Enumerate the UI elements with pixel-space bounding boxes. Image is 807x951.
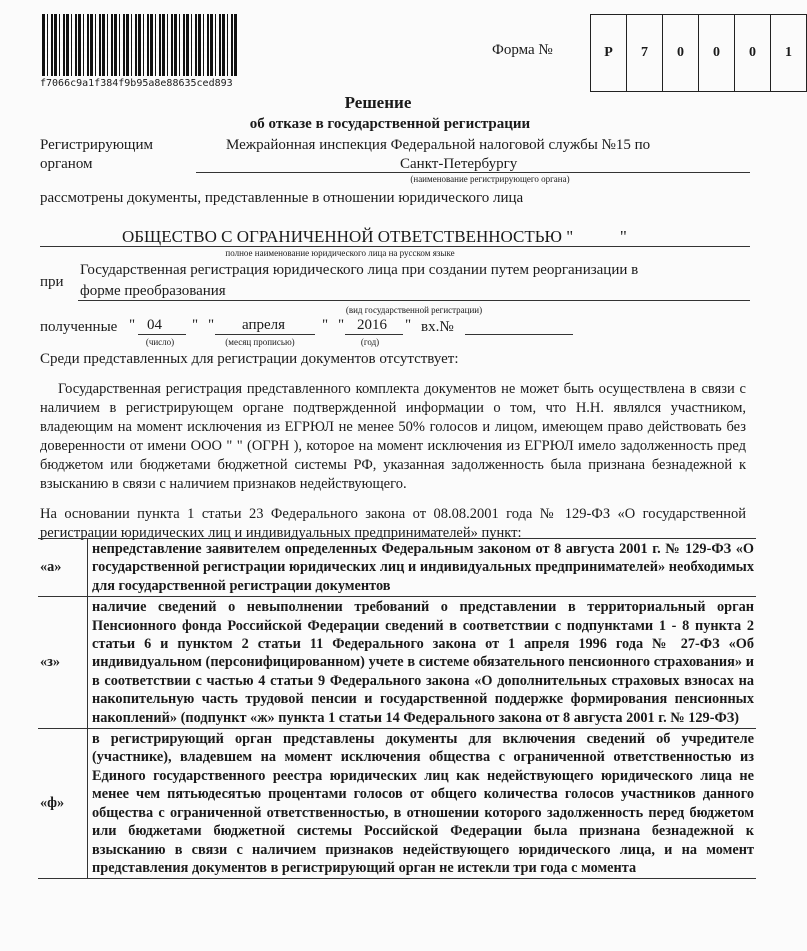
year-caption: (год)	[360, 337, 380, 347]
year-underline	[345, 334, 403, 335]
reason-text: наличие сведений о невыполнении требований о представлении в территориальный орган Пенсионного фонда Российской Федерации сведений в соответствии с подпунктами 1 - 8 пункта 2 статьи 6 и пунктом 2 статьи 11 Федерального закона от 1 апреля 1996 года № 27-ФЗ «Об индивидуальном (персонифицированном) учете в системе обязательного пенсионного страхования» и в соответствии с частью 4 статьи 9 Федерального закона «О дополнительных страховых взносах на накопительную часть трудовой пенсии и государственной поддержке формирования пенсионных накоплений» (подпункт «ж» пункта 1 статьи 14 Федерального закона от 8 августа 2001 г. № 129-ФЗ)	[88, 597, 757, 729]
quote-mark: "	[405, 317, 412, 333]
received-month: апреля	[242, 317, 286, 333]
month-underline	[215, 334, 315, 335]
form-number-char: 0	[699, 15, 735, 91]
table-row	[38, 539, 756, 597]
quote-mark: "	[338, 317, 345, 333]
registration-prefix: при	[40, 274, 64, 290]
main-paragraph: Государственная регистрация представленного комплекта документов не может быть осуществлена в связи с наличием в регистрирующем органе подтвержденной информации о том, что Н.Н. являлся участником, владеющим на момент исключения из ЕГРЮЛ не менее 50% голосов и лицом, имеющем право действовать без доверенности от имени ООО " " (ОГРН ), которое на момент исключения из ЕГРЮЛ имело задолженность пред бюджетом или бюджетами бюджетной системы РФ, указанная задолженность была признана безнадежной к взысканию в связи с наличием признаков недействующего.	[40, 381, 746, 492]
registration-underline	[78, 300, 750, 301]
table-row	[38, 729, 756, 879]
month-caption: (месяц прописью)	[225, 337, 295, 347]
form-number-char: Р	[591, 15, 627, 91]
form-number-char: 0	[663, 15, 699, 91]
reviewed-text: рассмотрены документы, представленные в отношении юридического лица	[40, 190, 524, 206]
registrar-label-line2: органом	[40, 156, 93, 172]
reason-letter: «з»	[38, 597, 88, 729]
day-caption: (число)	[145, 337, 175, 347]
registrar-value-line1: Межрайонная инспекция Федеральной налоговой службы №15 по	[226, 137, 651, 153]
reason-letter: «а»	[38, 539, 88, 597]
form-label: Форма №	[492, 42, 553, 58]
entity-caption: полное наименование юридического лица на русском языке	[225, 248, 455, 258]
entity-underline	[40, 246, 750, 247]
received-year: 2016	[357, 317, 387, 333]
document-subtitle: об отказе в государственной регистрации	[249, 116, 531, 132]
reason-text: в регистрирующий орган представлены документы для включения сведений об учредителе (участнике), владевшем на момент исключения общества с ограниченной ответственностью из Единого государственного реестра юридических лиц как недействующего юридического лица не менее чем пятьюдесятью процентами голосов от общего количества голосов участников данного общества с ограниченной ответственностью, в отношении которого задолженность перед бюджетом или бюджетами бюджетной системы Российской Федерации была признана безнадежной к взысканию в связи с наличием признаков недействующего юридического лица, и на момент представления документов в регистрирующий орган не истекли три года с момента	[88, 729, 757, 879]
barcode-code: f7066c9a1f384f9b95a8e88635ced893	[40, 78, 233, 89]
received-day: 04	[147, 317, 162, 333]
incoming-number-label: вх.№	[421, 319, 454, 335]
form-number-boxes	[590, 14, 807, 92]
registrar-underline	[196, 172, 750, 173]
day-underline	[138, 334, 186, 335]
quote-mark: "	[208, 317, 215, 333]
form-number-char: 7	[627, 15, 663, 91]
form-number-char: 1	[785, 45, 792, 60]
document-title: Решение	[344, 93, 412, 112]
received-label: полученные	[40, 319, 118, 335]
basis-paragraph: На основании пункта 1 статьи 23 Федерального закона от 08.08.2001 года № 129-ФЗ «О государственной регистрации юридических лиц и индивидуальных предпринимателей» пункт:	[40, 506, 746, 541]
registrar-label-line1: Регистрирующим	[40, 137, 153, 153]
registrar-value-line2: Санкт-Петербургу	[400, 156, 518, 172]
form-number-char: 0	[735, 15, 771, 91]
registration-caption: (вид государственной регистрации)	[345, 305, 483, 315]
reasons-table	[38, 538, 756, 879]
registration-value-line1: Государственная регистрация юридического лица при создании путем реорганизации в	[80, 262, 639, 278]
quote-mark: "	[192, 317, 199, 333]
table-row	[38, 597, 756, 729]
absent-documents-text: Среди представленных для регистрации документов отсутствует:	[40, 351, 459, 367]
quote-mark: "	[129, 317, 136, 333]
reason-letter: «ф»	[38, 729, 88, 879]
registration-value-line2: форме преобразования	[80, 283, 226, 299]
incoming-number-underline	[465, 334, 573, 335]
quote-mark: "	[322, 317, 329, 333]
barcode-image	[42, 14, 238, 76]
reason-text: непредставление заявителем определенных Федеральным законом от 8 августа 2001 г. № 129-ФЗ «О государственной регистрации юридических лиц и индивидуальных предпринимателей» необходимых для государственной регистрации документов	[88, 539, 757, 597]
registrar-caption: (наименование регистрирующего органа)	[410, 174, 570, 184]
entity-name: ОБЩЕСТВО С ОГРАНИЧЕННОЙ ОТВЕТСТВЕННОСТЬЮ " "	[122, 227, 627, 246]
